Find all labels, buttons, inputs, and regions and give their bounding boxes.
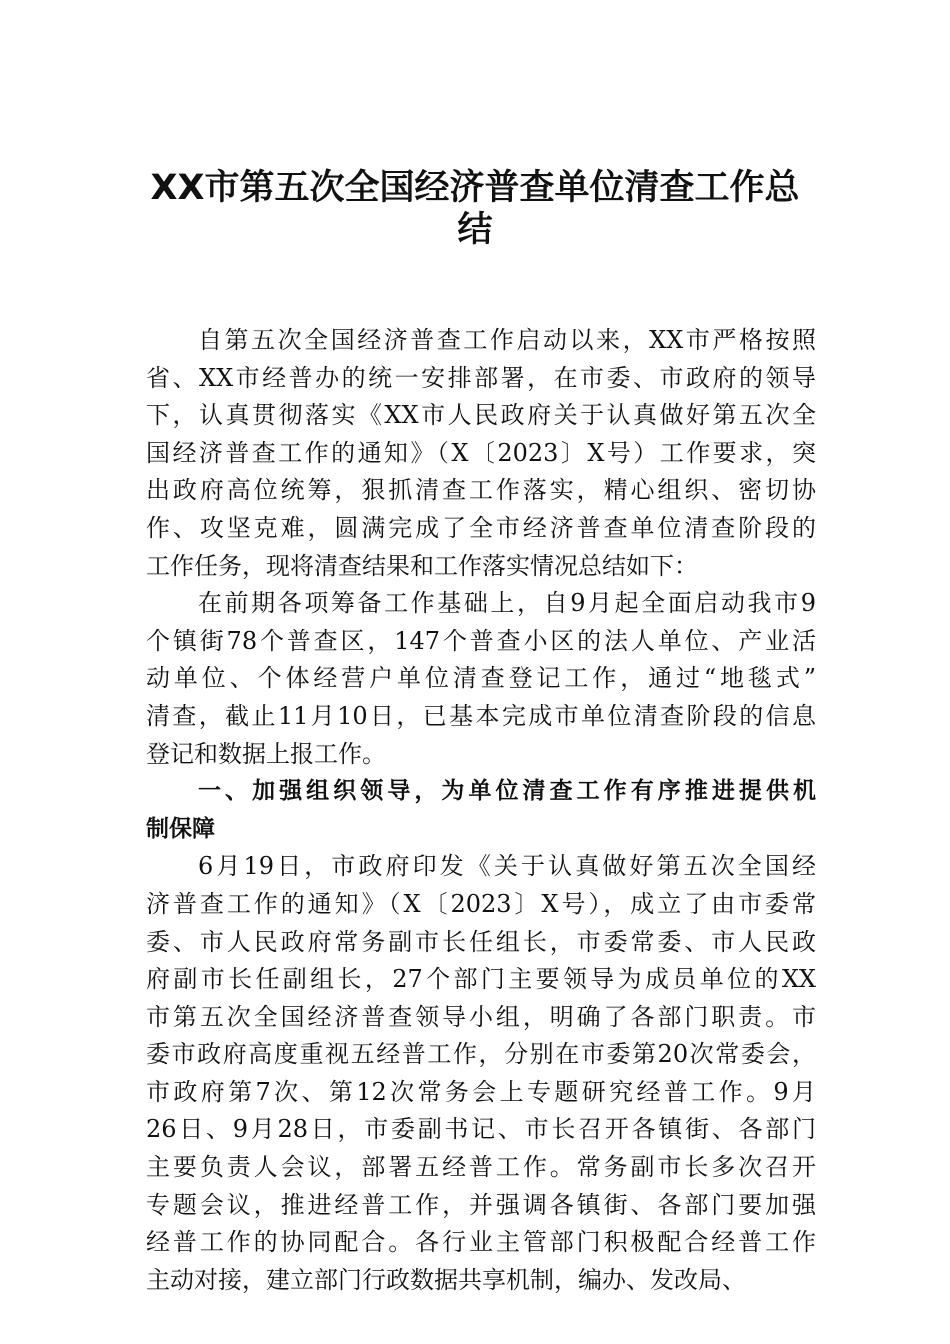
text-line: 清查，截止11月10日，已基本完成市单位清查阶段的信息 xyxy=(146,701,816,730)
text-line: 自第五次全国经济普查工作启动以来，XX市严格按照 xyxy=(198,326,816,354)
text-line: 登记和数据上报工作。 xyxy=(146,739,386,768)
text-line: 主要负责人会议，部署五经普工作。常务副市长多次召开 xyxy=(146,1153,816,1182)
text-line: 经普工作的协同配合。各行业主管部门积极配合经普工作 xyxy=(146,1228,816,1257)
text-line: 市政府第7次、第12次常务会上专题研究经普工作。9月 xyxy=(146,1077,816,1106)
paragraph xyxy=(146,848,816,1299)
text-line: 26日、9月28日，市委副书记、市长召开各镇街、各部门 xyxy=(146,1115,816,1144)
text-line: 在前期各项筹备工作基础上，自9月起全面启动我市9 xyxy=(198,589,816,618)
paragraph xyxy=(146,585,816,773)
text-line: 6月19日，市政府印发《关于认真做好第五次全国经 xyxy=(198,852,816,881)
section-heading xyxy=(146,773,816,848)
document-title-line-1: XX市第五次全国经济普查单位清查工作总 xyxy=(150,168,800,208)
paragraph xyxy=(146,322,816,585)
text-line: 出政府高位统筹，狠抓清查工作落实，精心组织、密切协 xyxy=(146,476,816,505)
text-line: 府副市长任副组长，27个部门主要领导为成员单位的XX xyxy=(146,965,816,994)
document-title-line-2: 结 xyxy=(457,210,493,250)
text-line: 济普查工作的通知》（X〔2023〕X号），成立了由市委常 xyxy=(146,889,816,918)
text-line: 个镇街78个普查区，147个普查小区的法人单位、产业活 xyxy=(146,626,816,655)
heading-line: 一、加强组织领导，为单位清查工作有序推进提供机 xyxy=(198,778,816,805)
text-line: 委、市人民政府常务副市长任组长，市委常委、市人民政 xyxy=(146,927,816,956)
document-body xyxy=(146,322,816,1299)
text-line: 省、XX市经普办的统一安排部署，在市委、市政府的领导 xyxy=(146,363,816,392)
text-line: 专题会议，推进经普工作，并强调各镇街、各部门要加强 xyxy=(146,1190,816,1219)
heading-line: 制保障 xyxy=(146,815,215,842)
text-line: 工作任务，现将清查结果和工作落实情况总结如下： xyxy=(146,551,698,580)
text-line: 作、攻坚克难，圆满完成了全市经济普查单位清查阶段的 xyxy=(146,513,816,542)
text-line: 下，认真贯彻落实《XX市人民政府关于认真做好第五次全 xyxy=(146,401,816,430)
text-line: 委市政府高度重视五经普工作，分别在市委第20次常委会， xyxy=(146,1040,816,1069)
text-line: 主动对接，建立部门行政数据共享机制，编办、发改局、 xyxy=(146,1265,746,1294)
text-line: 市第五次全国经济普查领导小组，明确了各部门职责。市 xyxy=(146,1002,816,1031)
text-line: 动单位、个体经营户单位清查登记工作，通过“地毯式” xyxy=(146,664,816,693)
text-line: 国经济普查工作的通知》（X〔2023〕X号）工作要求，突 xyxy=(146,438,816,467)
